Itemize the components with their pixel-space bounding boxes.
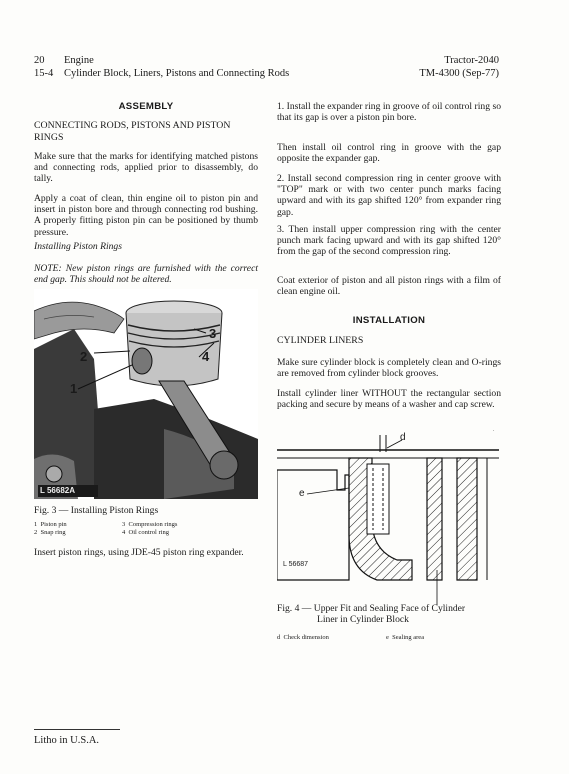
fig3-legend-4: 4 Oil control ring [122,529,169,536]
callout-4: 4 [202,349,210,364]
paragraph-piston-pin: Apply a coat of clean, thin engine oil to piston pin and insert in piston bore and through connecting rod bushing. A properly fitting piston pin can be positioned by thumb pressure. [34,193,258,238]
fig4-caption-2: Liner in Cylinder Block [317,614,409,625]
printer-note: Litho in U.S.A. [34,735,100,746]
liner-section-svg [277,430,499,605]
step-3: 3. Then install upper compression ring with the center punch mark facing upward and with its gap shifted 120° from the gap of the second compression ring. [277,224,501,258]
assembly-heading: ASSEMBLY [118,101,174,112]
installation-heading: INSTALLATION [352,315,426,326]
fig3-legend-1: 1 Piston pin [34,521,67,528]
fig4-legend-d: d Check dimension [277,634,329,641]
step-1: 1. Install the expander ring in groove of oil control ring so that its gap is over a piston pin bore. [277,101,501,124]
piston-ring-photo [34,289,258,499]
callout-1: 1 [70,381,78,396]
paragraph-clean-block: Make sure cylinder block is completely clean and O-rings are removed from cylinder block grooves. [277,357,501,380]
callout-d: d [400,432,406,443]
model-name: Tractor-2040 [444,55,499,66]
paragraph-insert-rings: Insert piston rings, using JDE-45 piston ring expander. [34,547,244,558]
page-number: 20 [34,55,45,66]
fig3-caption: Fig. 3 — Installing Piston Rings [34,505,159,516]
manual-number: TM-4300 (Sep-77) [419,68,499,79]
topic-title: Cylinder Block, Liners, Pistons and Connecting Rods [64,68,290,79]
fig3-legend-2: 2 Snap ring [34,529,66,536]
coat-exterior: Coat exterior of piston and all piston rings with a film of clean engine oil. [277,275,501,298]
step-2: 2. Install second compression ring in center groove with "TOP" mark or with two center punch marks facing upward and with its gap shifted 120° from expander ring gap. [277,173,501,218]
step-1-cont: Then install oil control ring in groove with the gap opposite the expander gap. [277,142,501,165]
note-ring-gap: NOTE: New piston rings are furnished with the correct end gap. This should not be altered. [34,263,258,286]
footer-rule [34,729,120,730]
cylinder-liners-subheading: CYLINDER LINERS [277,335,364,346]
fig4-caption-1: Fig. 4 — Upper Fit and Sealing Face of Cylinder [277,603,466,614]
fig3-legend-3: 3 Compression rings [122,521,178,528]
piston-ring-photo-svg [34,289,258,499]
fig3-code: L 56682A [40,486,75,495]
fig4-code: L 56687 [283,561,309,568]
connecting-rods-subheading: CONNECTING RODS, PISTONS AND PISTON RINGS [34,120,231,143]
section-title: Engine [64,55,94,66]
callout-2: 2 [80,349,88,364]
group-number: 15-4 [34,68,54,79]
callout-e: e [299,488,305,499]
paragraph-marks: Make sure that the marks for identifying matched pistons and connecting rods, applied prior to disassembly, do tally. [34,151,258,185]
fig4-legend-e: e Sealing area [386,634,425,641]
paragraph-install-liner: Install cylinder liner WITHOUT the rectangular section packing and secure by means of a washer and cap screw. [277,388,501,411]
callout-3: 3 [209,326,217,341]
installing-rings-subhead: Installing Piston Rings [34,241,122,252]
liner-section-drawing [277,430,499,605]
